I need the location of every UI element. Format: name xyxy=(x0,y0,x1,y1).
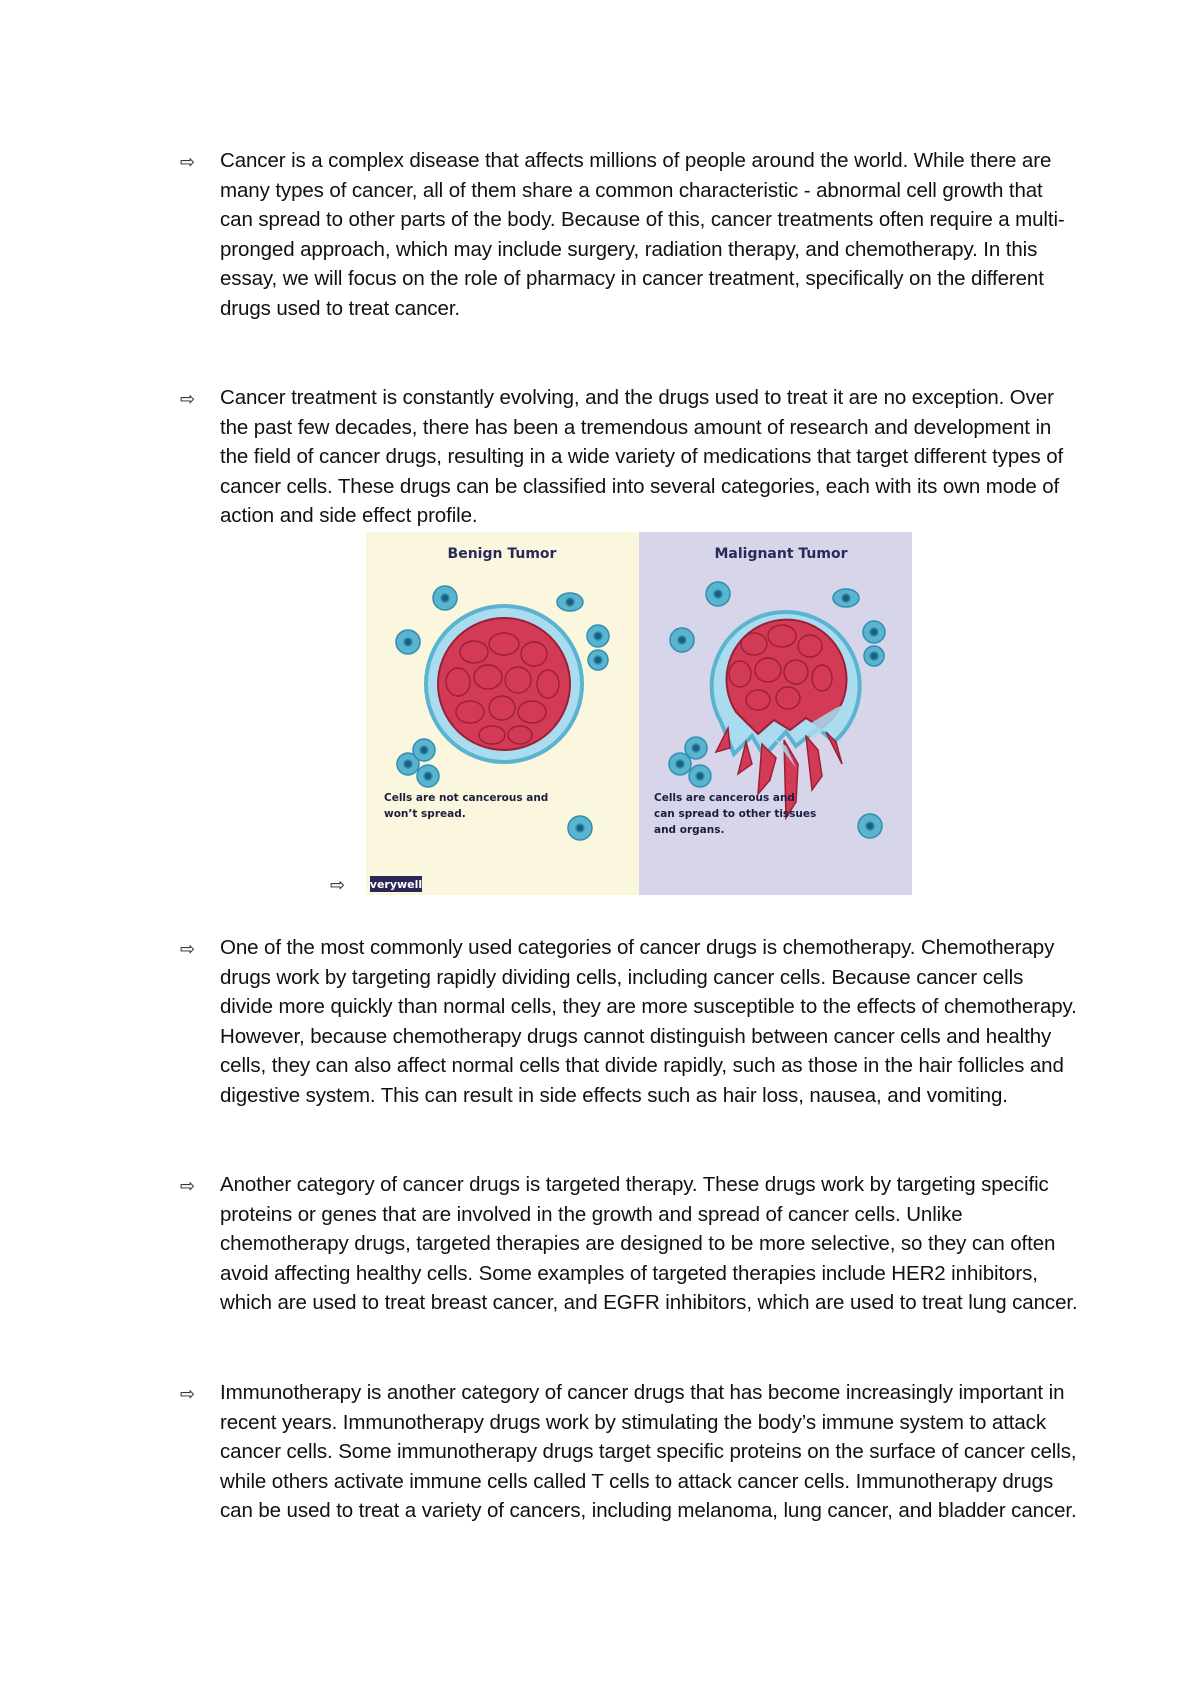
paragraph-text: Cancer is a complex disease that affects millions of people around the world. While there are many types of cancer, all of them share a common characteristic - abnormal cell growth that can spread to other parts of the body. Because of this, cancer treatments often require a multi-pronged approach, which may include surgery, radiation therapy, and chemotherapy. In this essay, we will focus on the role of pharmacy in cancer treatment, specifically on the different drugs used to treat cancer. xyxy=(220,149,1065,320)
benign-tumor xyxy=(426,606,582,762)
malignant-caption-line-2: can spread to other tissues xyxy=(654,808,817,820)
arrow-bullet-icon: ⇨ xyxy=(330,875,346,895)
paragraph-cancer-overview xyxy=(180,146,1080,324)
arrow-bullet-icon: ⇨ xyxy=(180,1384,196,1404)
verywell-logo: verywell xyxy=(369,878,423,891)
arrow-bullet-icon: ⇨ xyxy=(180,389,196,409)
malignant-title: Malignant Tumor xyxy=(714,546,848,562)
malignant-caption-line-3: and organs. xyxy=(654,824,725,836)
arrow-bullet-icon: ⇨ xyxy=(180,939,196,959)
paragraph-treatment-evolving xyxy=(180,383,1080,531)
benign-caption-line-2: won’t spread. xyxy=(384,808,466,820)
benign-caption-line-1: Cells are not cancerous and xyxy=(384,792,549,804)
benign-title: Benign Tumor xyxy=(447,546,557,562)
tumor-comparison-figure xyxy=(366,532,912,895)
paragraph-text: Another category of cancer drugs is targeted therapy. These drugs work by targeting specific proteins or genes that are involved in the growth and spread of cancer cells. Unlike chemotherapy drugs, targeted therapies are designed to be more selective, so they can often avoid affecting healthy cells. Some examples of targeted therapies include HER2 inhibitors, which are used to treat breast cancer, and EGFR inhibitors, which are used to treat lung cancer. xyxy=(220,1173,1078,1315)
paragraph-chemotherapy xyxy=(180,933,1080,1111)
paragraph-text: Immunotherapy is another category of cancer drugs that has become increasingly important in recent years. Immunotherapy drugs work by stimulating the body’s immune system to attack cancer cells. Some immunotherapy drugs target specific proteins on the surface of cancer cells, while others activate immune cells called T cells to attack cancer cells. Immunotherapy drugs can be used to treat a variety of cancers, including melanoma, lung cancer, and bladder cancer. xyxy=(220,1381,1077,1523)
paragraph-text: Cancer treatment is constantly evolving, and the drugs used to treat it are no exception. Over the past few decades, there has been a tremendous amount of research and development in the field of cancer drugs, resulting in a wide variety of medications that target different types of cancer cells. These drugs can be classified into several categories, each with its own mode of action and side effect profile. xyxy=(220,386,1064,528)
paragraph-text: One of the most commonly used categories of cancer drugs is chemotherapy. Chemotherapy drugs work by targeting rapidly dividing cells, including cancer cells. Because cancer cells divide more quickly than normal cells, they are more susceptible to the effects of chemotherapy. However, because chemotherapy drugs cannot distinguish between cancer cells and healthy cells, they can also affect normal cells that divide rapidly, such as those in the hair follicles and digestive system. This can result in side effects such as hair loss, nausea, and vomiting. xyxy=(220,936,1077,1107)
arrow-bullet-icon: ⇨ xyxy=(180,1176,196,1196)
paragraph-targeted-therapy xyxy=(180,1170,1080,1318)
arrow-bullet-icon: ⇨ xyxy=(180,152,196,172)
paragraph-immunotherapy xyxy=(180,1378,1080,1526)
malignant-caption-line-1: Cells are cancerous and xyxy=(654,792,795,804)
